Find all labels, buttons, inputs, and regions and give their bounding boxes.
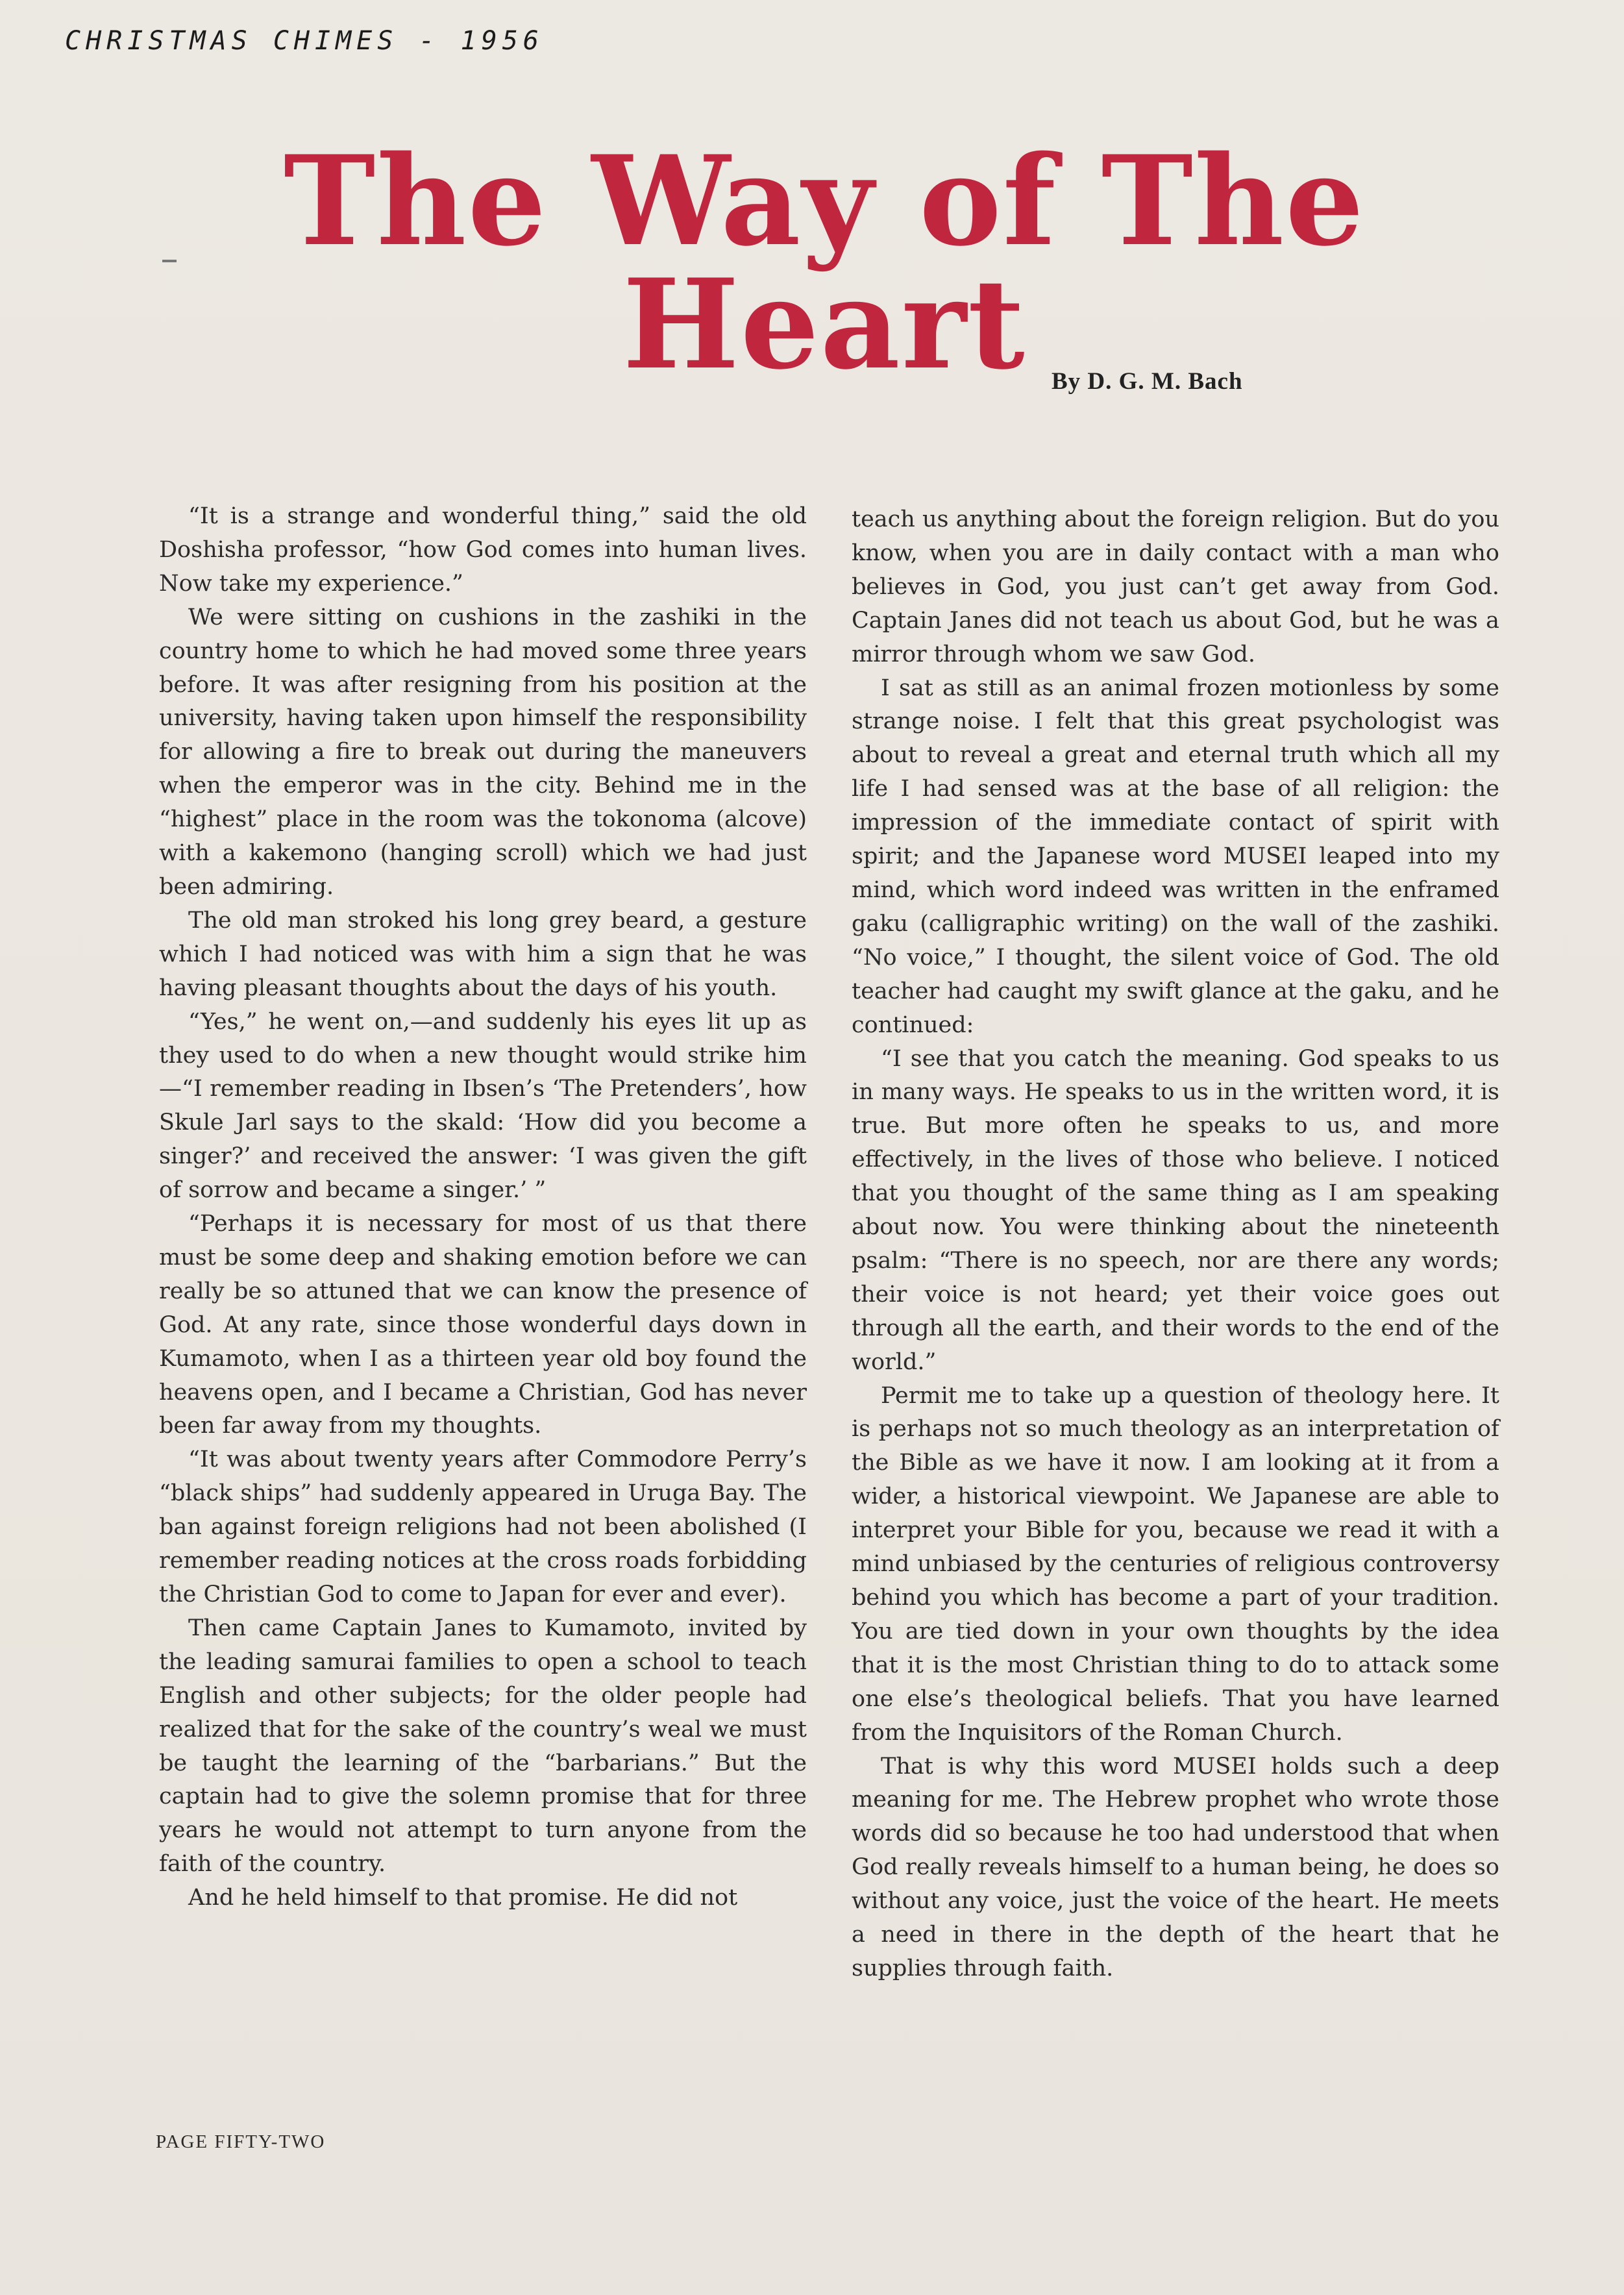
paragraph: “I see that you catch the meaning. God speaks to us in many ways. He speaks to us in the written word, it is true. But more often he speaks to us, and more effectively, in the lives of those who believe. I noticed that you thought of the same thing as I am speaking about now. You were thinking about the nineteenth psalm: “There is no speech, nor are there any words; their voice is not heard; yet their voice goes out through all the earth, and their words to the end of the world.” xyxy=(852,1045,1499,1375)
byline: By D. G. M. Bach xyxy=(1052,368,1243,395)
left-column xyxy=(159,500,807,1915)
right-column xyxy=(852,503,1499,1986)
paragraph: The old man stroked his long grey beard, a gesture which I had noticed was with him a sign that he was having pleasant thoughts about the days of his youth. xyxy=(159,907,807,1001)
article-title: The Way of The Heart xyxy=(283,129,1366,397)
paragraph: And he held himself to that promise. He did not xyxy=(188,1885,738,1911)
paragraph: “It was about twenty years after Commodore Perry’s “black ships” had suddenly appeared in Uruga Bay. The ban against foreign religions had not been abolished (I remember reading notices at the cross roads forbidding the Christian God to come to Japan for ever and ever). xyxy=(159,1446,807,1607)
paragraph: “It is a strange and wonderful thing,” said the old Doshisha professor, “how God comes into human lives. Now take my experience.” xyxy=(159,503,807,597)
paragraph: teach us anything about the foreign religion. But do you know, when you are in daily contact with a man who believes in God, you just can’t get away from God. Captain Janes did not teach us about God, but he was a mirror through whom we saw God. xyxy=(852,506,1499,667)
handwritten-note: CHRISTMAS CHIMES - 1956 xyxy=(65,26,544,56)
paragraph: That is why this word MUSEI holds such a deep meaning for me. The Hebrew prophet who wrote those words did so because he too had understood that when God really reveals himself to a human being, he does so without any voice, just the voice of the heart. He meets a need in there in the depth of the heart that he supplies through faith. xyxy=(852,1753,1499,1981)
paragraph: I sat as still as an animal frozen motionless by some strange noise. I felt that this great psychologist was about to reveal a great and eternal truth which all my life I had sensed was at the base of all religion: the impression of the immediate contact of spirit with spirit; and the Japanese word MUSEI leaped into my mind, which word indeed was written in the enframed gaku (calligraphic writing) on the wall of the zashiki. “No voice,” I thought, the silent voice of God. The old teacher had caught my swift glance at the gaku, and he continued: xyxy=(852,675,1499,1038)
paragraph: “Perhaps it is necessary for most of us that there must be some deep and shaking emotion before we can really be so attuned that we can know the presence of God. At any rate, since those wonderful days down in Kumamoto, when I as a thirteen year old boy found the heavens open, and I became a Christian, God has never been far away from my thoughts. xyxy=(159,1211,807,1439)
paragraph: We were sitting on cushions in the zashiki in the country home to which he had moved some three years before. It was after resigning from his position at the university, having taken upon himself the responsibility for allowing a fire to break out during the maneuvers when the emperor was in the city. Behind me in the “highest” place in the room was the tokonoma (alcove) with a kakemono (hanging scroll) which we had just been admiring. xyxy=(159,604,807,900)
paragraph: “Yes,” he went on,—and suddenly his eyes lit up as they used to do when a new thought would strike him—“I remember reading in Ibsen’s ‘The Pretenders’, how Skule Jarl says to the skald: ‘How did you become a singer?’ and received the answer: ‘I was given the gift of sorrow and became a singer.’ ” xyxy=(159,1008,807,1204)
page-number: PAGE FIFTY-TWO xyxy=(156,2131,326,2152)
paragraph: Then came Captain Janes to Kumamoto, invited by the leading samurai families to open a school to teach English and other subjects; for the older people had realized that for the sake of the country’s weal we must be taught the learning of the “barbarians.” But the captain had to give the solemn promise that for three years he would not attempt to turn anyone from the faith of the country. xyxy=(159,1615,807,1878)
paragraph: Permit me to take up a question of theology here. It is perhaps not so much theology as an interpretation of the Bible as we have it now. I am looking at it from a wider, a historical viewpoint. We Japanese are able to interpret your Bible for you, because we read it with a mind unbiased by the centuries of religious controversy behind you which has become a part of your tradition. You are tied down in your own thoughts by the idea that it is the most Christian thing to do to attack some one else’s theological beliefs. That you have learned from the Inquisitors of the Roman Church. xyxy=(852,1382,1499,1746)
